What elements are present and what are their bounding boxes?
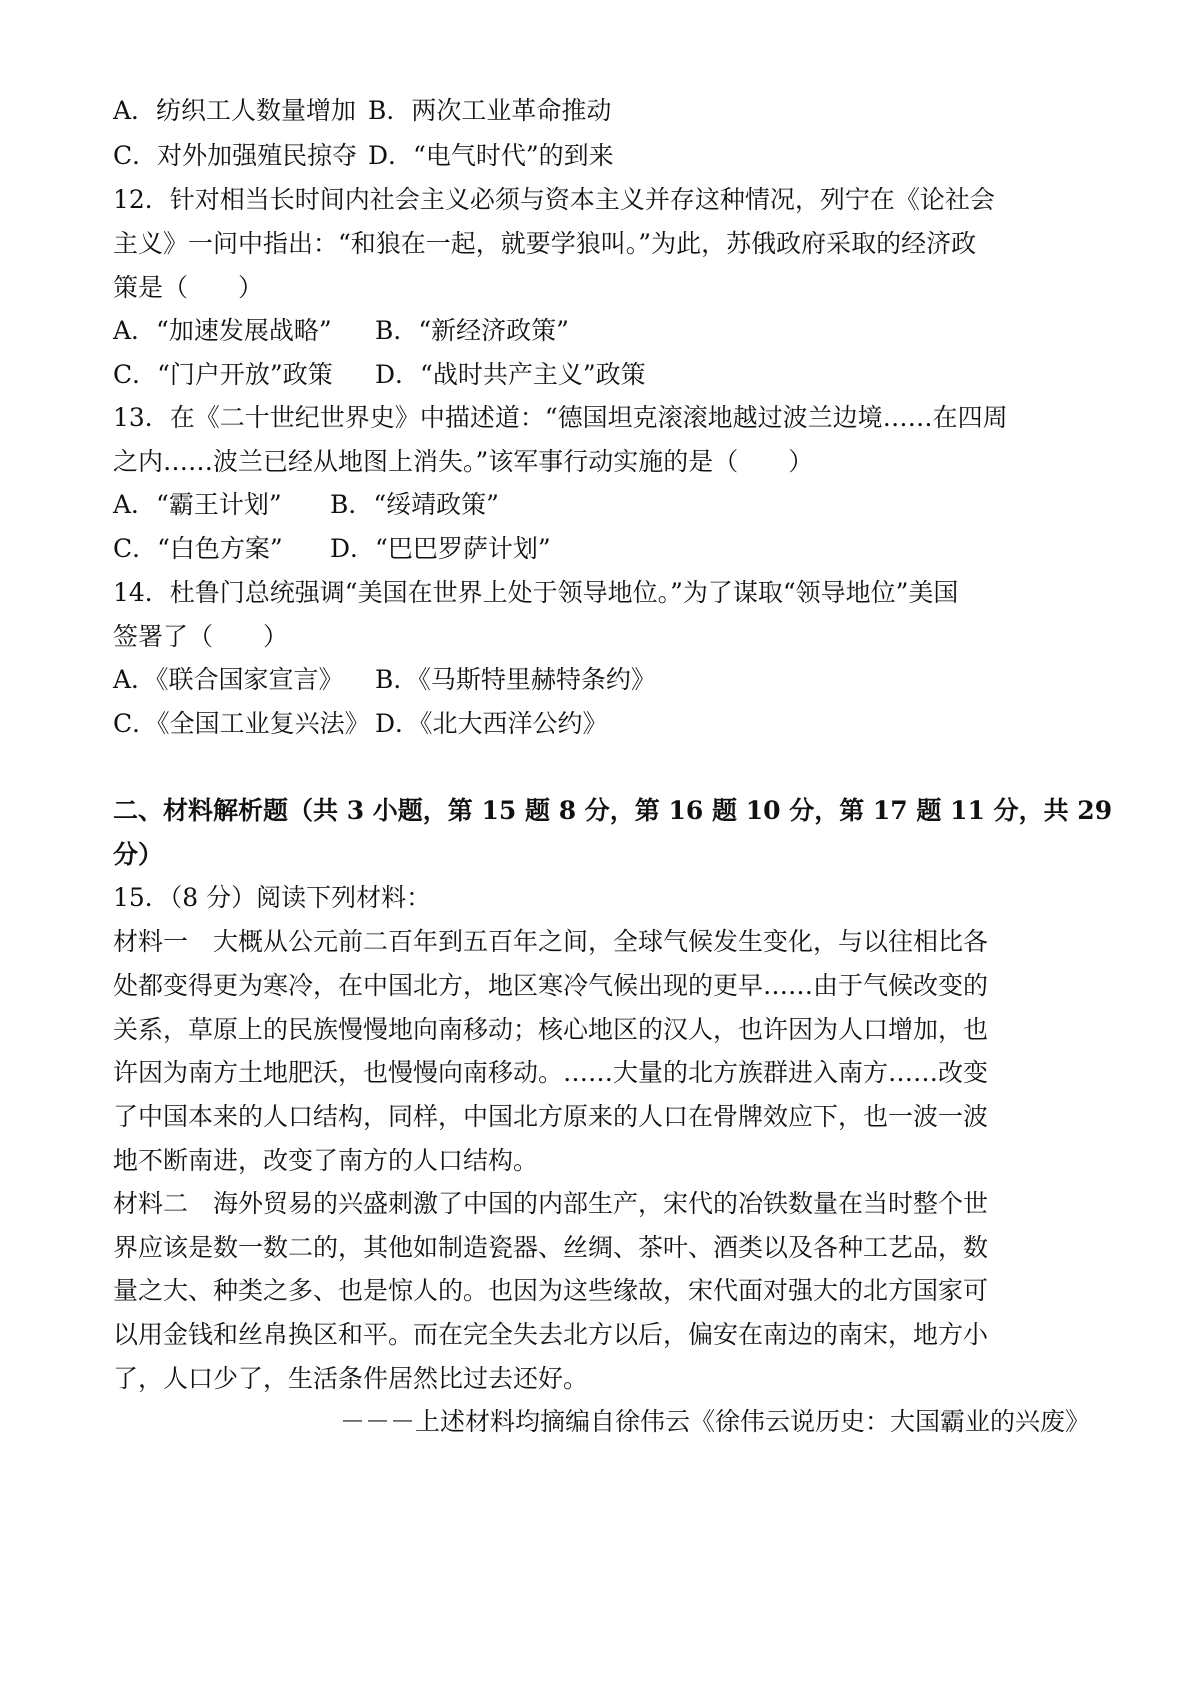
q15-material-1-line: 许因为南方土地肥沃，也慢慢向南移动。……大量的北方族群进入南方……改变: [113, 1058, 989, 1087]
q12-option-d: D．“战时共产主义”政策: [375, 360, 646, 389]
q12-option-b: B．“新经济政策”: [375, 316, 569, 345]
q15-source-citation: －－－上述材料均摘编自徐伟云《徐伟云说历史：大国霸业的兴废》: [339, 1407, 1090, 1436]
section2-heading-line-2: 分）: [113, 840, 164, 869]
q14-stem-line-2: 签署了（ ）: [113, 622, 289, 651]
section2-heading-line-1: 二、材料解析题（共 3 小题，第 15 题 8 分，第 16 题 10 分，第 17 题 11 分，共 29: [113, 796, 1113, 825]
q15-material-2-line: 量之大、种类之多、也是惊人的。也因为这些缘故，宋代面对强大的北方国家可: [113, 1276, 989, 1305]
q14-option-b: B．《马斯特里赫特条约》: [375, 665, 656, 694]
q13-option-a: A．“霸王计划”: [113, 490, 282, 519]
q13-option-d: D．“巴巴罗萨计划”: [330, 534, 551, 563]
q11-option-d: D．“电气时代”的到来: [368, 141, 614, 170]
q15-material-1-line: 地不断南进，改变了南方的人口结构。: [113, 1146, 539, 1175]
q15-material-1-line: 了中国本来的人口结构，同样，中国北方原来的人口在骨牌效应下，也一波一波: [113, 1102, 989, 1131]
q15-material-1-line: 处都变得更为寒冷，在中国北方，地区寒冷气候出现的更早……由于气候改变的: [113, 971, 989, 1000]
q14-option-a: A．《联合国家宣言》: [113, 665, 344, 694]
q12-option-c: C．“门户开放”政策: [113, 360, 333, 389]
q11-option-b: B．两次工业革命推动: [368, 96, 612, 125]
q12-stem-line-2: 主义》一问中指出：“和狼在一起，就要学狼叫。”为此，苏俄政府采取的经济政: [113, 229, 977, 258]
q14-stem-line-1: 14．杜鲁门总统强调“美国在世界上处于领导地位。”为了谋取“领导地位”美国: [113, 578, 959, 607]
q12-stem-line-1: 12．针对相当长时间内社会主义必须与资本主义并存这种情况，列宁在《论社会: [113, 185, 995, 214]
q13-stem-line-2: 之内……波兰已经从地图上消失。”该军事行动实施的是（ ）: [113, 447, 814, 476]
q15-intro: 15．（8 分）阅读下列材料：: [113, 883, 432, 912]
q14-option-c: C．《全国工业复兴法》: [113, 709, 370, 738]
q15-material-1-line: 材料一 大概从公元前二百年到五百年之间，全球气候发生变化，与以往相比各: [113, 927, 989, 956]
q13-stem-line-1: 13．在《二十世纪世界史》中描述道：“德国坦克滚滚地越过波兰边境……在四周: [113, 403, 1008, 432]
q13-option-b: B．“绥靖政策”: [330, 490, 499, 519]
q12-stem-line-3: 策是（ ）: [113, 273, 264, 302]
q15-material-2-line: 以用金钱和丝帛换区和平。而在完全失去北方以后，偏安在南边的南宋，地方小: [113, 1320, 989, 1349]
q11-option-a: A．纺织工人数量增加: [113, 96, 357, 125]
q15-material-2-line: 了，人口少了，生活条件居然比过去还好。: [113, 1364, 589, 1393]
q12-option-a: A．“加速发展战略”: [113, 316, 332, 345]
q13-option-c: C．“白色方案”: [113, 534, 283, 563]
q15-material-2-line: 材料二 海外贸易的兴盛刺激了中国的内部生产，宋代的冶铁数量在当时整个世: [113, 1189, 989, 1218]
q14-option-d: D．《北大西洋公约》: [375, 709, 608, 738]
q15-material-2-line: 界应该是数一数二的，其他如制造瓷器、丝绸、茶叶、酒类以及各种工艺品，数: [113, 1233, 989, 1262]
q15-material-1-line: 关系，草原上的民族慢慢地向南移动；核心地区的汉人，也许因为人口增加，也: [113, 1015, 989, 1044]
q11-option-c: C．对外加强殖民掠夺: [113, 141, 358, 170]
